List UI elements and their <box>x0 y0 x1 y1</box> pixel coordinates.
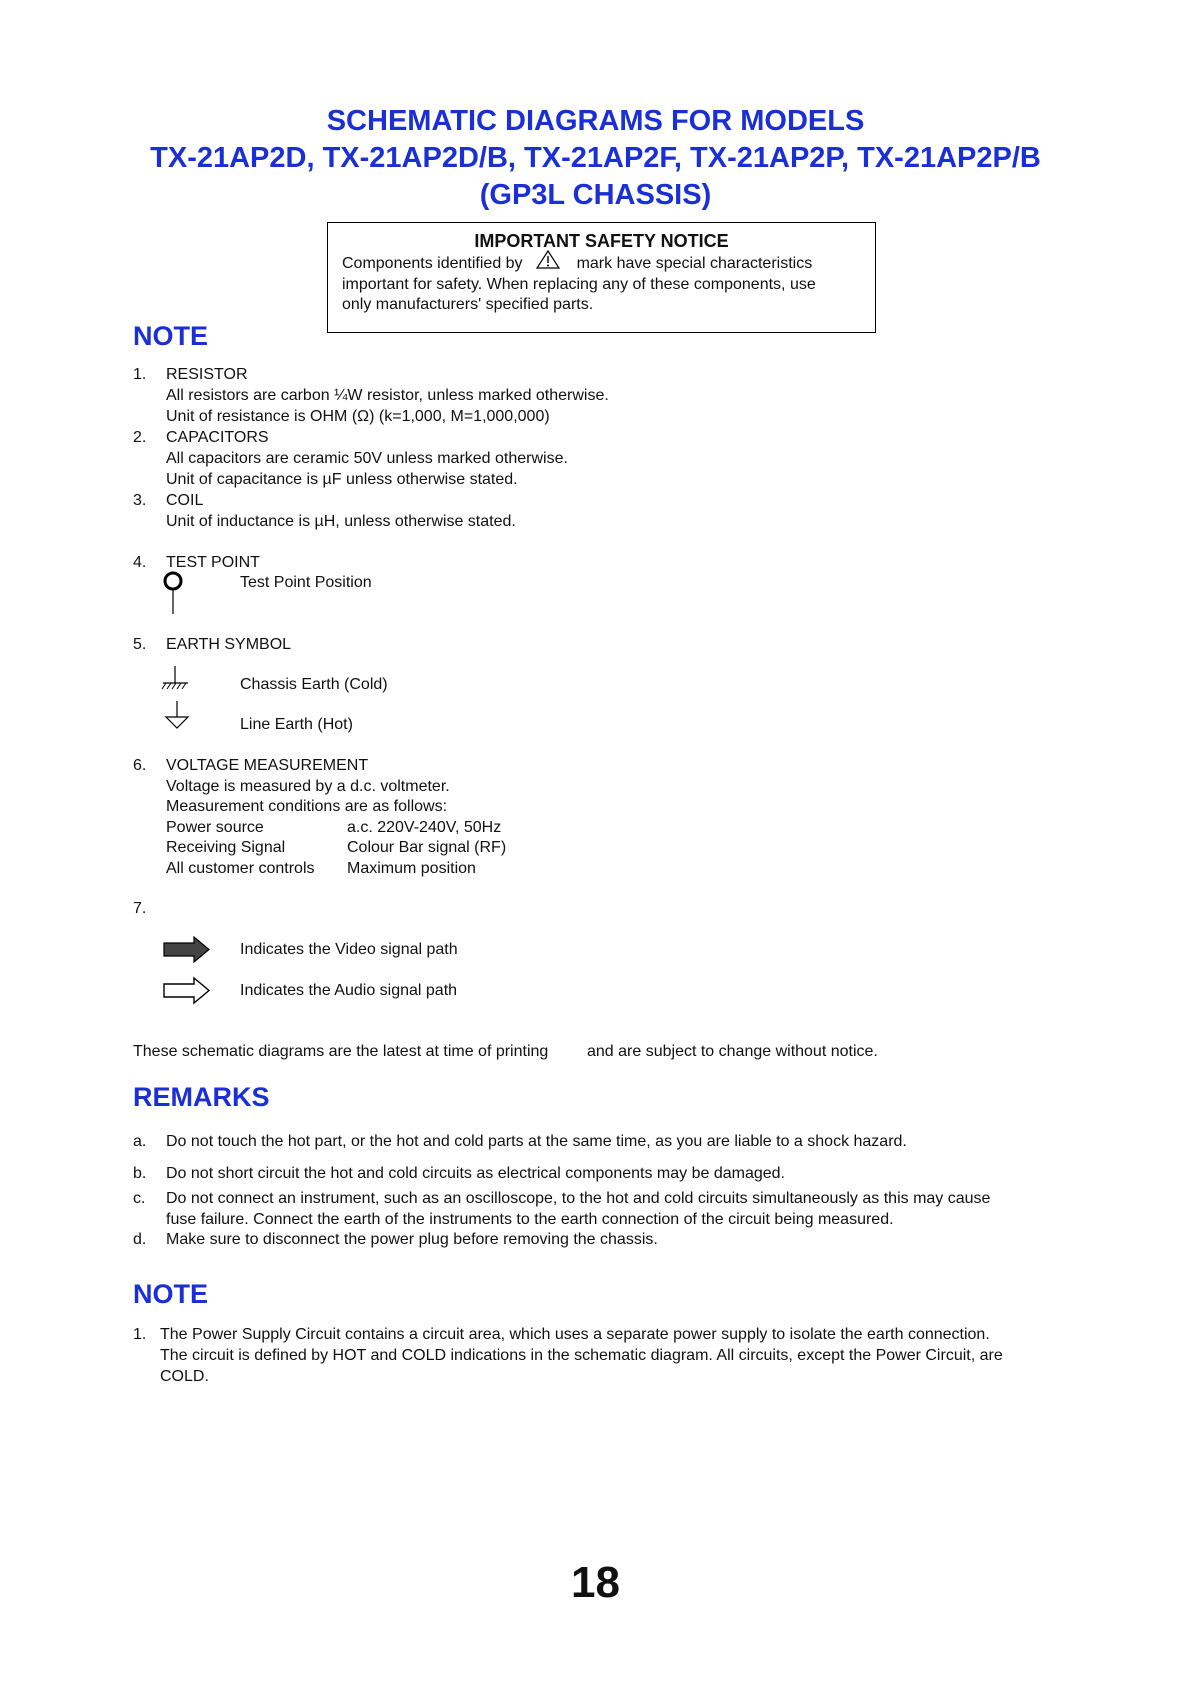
note-item-2-line-1: All capacitors are ceramic 50V unless marked otherwise. <box>166 450 568 467</box>
video-path-label: Indicates the Video signal path <box>240 941 458 958</box>
note-item-6-line-2: Measurement conditions are as follows: <box>166 798 448 815</box>
printing-note-b: and are subject to change without notice. <box>587 1043 878 1060</box>
page-title-line-2: TX-21AP2D, TX-21AP2D/B, TX-21AP2F, TX-21AP2P, TX-21AP2P/B <box>150 142 1041 174</box>
warning-triangle-icon <box>523 254 577 268</box>
page-title-line-3: (GP3L CHASSIS) <box>479 179 712 211</box>
condition-key: All customer controls <box>166 860 315 877</box>
remark-line: fuse failure. Connect the earth of the instruments to the earth connection of the circuit being measured. <box>166 1211 894 1228</box>
remark-letter: b. <box>133 1165 147 1182</box>
remark-letter: c. <box>133 1190 146 1207</box>
remark-letter: a. <box>133 1133 147 1150</box>
test-point-label: Test Point Position <box>240 574 372 591</box>
test-point-icon <box>159 570 189 616</box>
line-earth-label: Line Earth (Hot) <box>240 716 353 733</box>
note-item-4-label: TEST POINT <box>166 554 260 571</box>
condition-value: Maximum position <box>347 860 476 877</box>
remark-line: Do not touch the hot part, or the hot and cold parts at the same time, as you are liable to a shock hazard. <box>166 1133 907 1150</box>
note-item-1-label: RESISTOR <box>166 366 248 383</box>
note-2-line: COLD. <box>160 1368 209 1385</box>
note-item-2-label: CAPACITORS <box>166 429 269 446</box>
note-item-2-line-2: Unit of capacitance is µF unless otherwise stated. <box>166 471 518 488</box>
note-heading: NOTE <box>133 321 209 351</box>
line-earth-icon <box>163 700 193 732</box>
condition-key: Power source <box>166 819 264 836</box>
note-item-2-number: 2. <box>133 429 147 446</box>
note-2-number: 1. <box>133 1326 147 1343</box>
note-item-5-label: EARTH SYMBOL <box>166 636 292 653</box>
chassis-earth-icon <box>158 665 192 691</box>
note-item-3-number: 3. <box>133 492 147 509</box>
note-item-7-number: 7. <box>133 900 147 917</box>
chassis-earth-label: Chassis Earth (Cold) <box>240 676 388 693</box>
note-2-line: The circuit is defined by HOT and COLD indications in the schematic diagram. All circuits, except the Power Circuit, are <box>160 1347 1003 1364</box>
note-item-6-line-1: Voltage is measured by a d.c. voltmeter. <box>166 778 450 795</box>
page-title-line-1: SCHEMATIC DIAGRAMS FOR MODELS <box>326 105 865 137</box>
page-number: 18 <box>571 1558 620 1607</box>
condition-value: Colour Bar signal (RF) <box>347 839 507 856</box>
audio-path-label: Indicates the Audio signal path <box>240 982 458 999</box>
safety-notice-body <box>342 254 816 316</box>
note-item-6-number: 6. <box>133 757 147 774</box>
note-item-3-label: COIL <box>166 492 204 509</box>
remark-letter: d. <box>133 1231 147 1248</box>
note-item-6-label: VOLTAGE MEASUREMENT <box>166 757 369 774</box>
note-item-3-line-1: Unit of inductance is µH, unless otherwise stated. <box>166 513 516 530</box>
note-2-heading: NOTE <box>133 1279 209 1309</box>
safety-notice-line-1a: Components identified by <box>342 255 523 272</box>
note-item-4-number: 4. <box>133 554 147 571</box>
condition-value: a.c. 220V-240V, 50Hz <box>347 819 502 836</box>
remark-line: Do not short circuit the hot and cold circuits as electrical components may be damaged. <box>166 1165 785 1182</box>
video-path-arrow-icon <box>163 936 211 964</box>
note-item-1-line-2: Unit of resistance is OHM (Ω) (k=1,000, M=1,000,000) <box>166 408 550 425</box>
remark-line: Do not connect an instrument, such as an oscilloscope, to the hot and cold circuits simultaneously as this may cause <box>166 1190 991 1207</box>
note-item-1-line-1: All resistors are carbon ¼W resistor, unless marked otherwise. <box>166 387 609 404</box>
audio-path-arrow-icon <box>163 977 211 1005</box>
note-item-1-number: 1. <box>133 366 147 383</box>
safety-notice-line-3: only manufacturers' specified parts. <box>342 296 594 313</box>
printing-note-a: These schematic diagrams are the latest at time of printing <box>133 1043 549 1060</box>
safety-notice-box <box>327 222 876 333</box>
note-item-5-number: 5. <box>133 636 147 653</box>
remarks-heading: REMARKS <box>133 1082 270 1112</box>
safety-notice-line-1b: mark have special characteristics <box>576 255 813 272</box>
safety-notice-line-2: important for safety. When replacing any of these components, use <box>342 275 816 293</box>
safety-notice-heading: IMPORTANT SAFETY NOTICE <box>474 231 729 251</box>
remark-line: Make sure to disconnect the power plug before removing the chassis. <box>166 1231 658 1248</box>
note-2-line: The Power Supply Circuit contains a circuit area, which uses a separate power supply to isolate the earth connection. <box>160 1326 990 1343</box>
condition-key: Receiving Signal <box>166 839 286 856</box>
